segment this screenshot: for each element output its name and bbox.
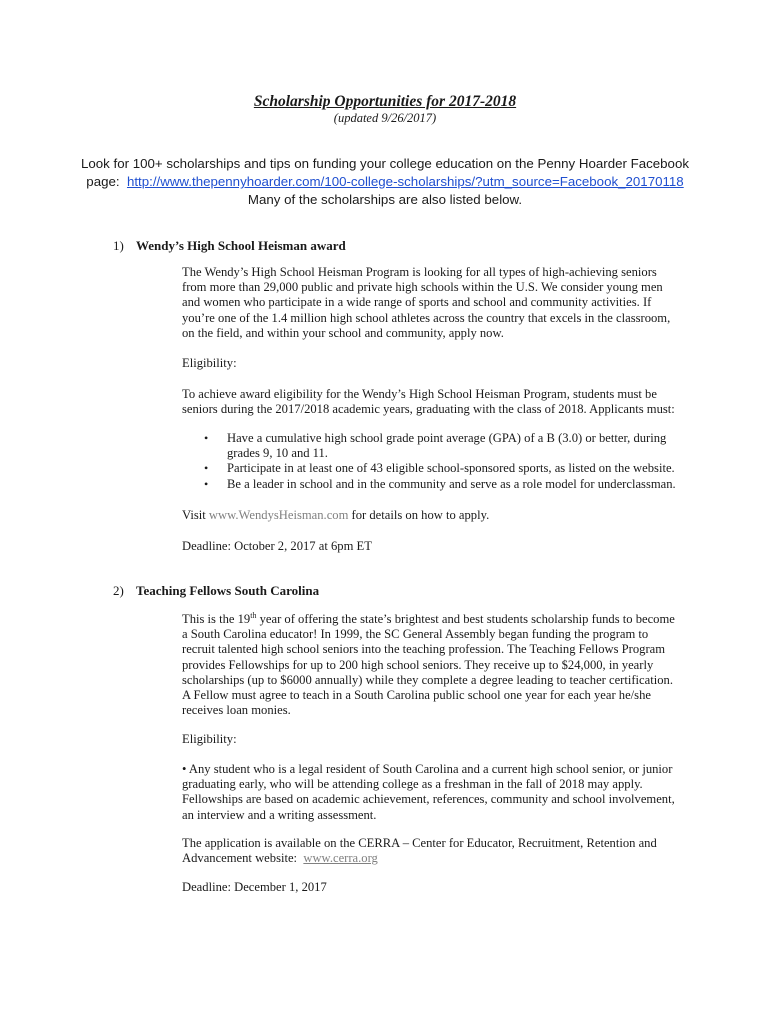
visit-prefix: Visit bbox=[182, 508, 206, 522]
text-fragment: This is the 19 bbox=[182, 612, 251, 626]
text-line: graduating early, who will be attending college as a freshman in the fall of 2018 may apply. bbox=[182, 777, 643, 792]
updated-date: (updated 9/26/2017) bbox=[333, 111, 437, 125]
text-line: you’re one of the 1.4 million high school athletes across the country that excels in the classroom, bbox=[182, 310, 671, 325]
text-line: grades 9, 10 and 11. bbox=[227, 446, 328, 461]
text-line: scholarships (up to $6000 annually) while they complete a degree leading to teacher certification. bbox=[182, 672, 673, 687]
text-line bbox=[182, 851, 682, 866]
deadline: Deadline: October 2, 2017 at 6pm ET bbox=[182, 539, 372, 553]
text-line: recruit talented high school seniors into the teaching profession. The Teaching Fellows Program bbox=[182, 642, 666, 657]
text-line: Be a leader in school and in the community and serve as a role model for underclassman. bbox=[227, 476, 676, 491]
text-fragment: year of offering the state’s brightest and best students scholarship funds to become bbox=[256, 612, 675, 626]
intro-paragraph bbox=[60, 155, 710, 209]
section-number: 2) bbox=[113, 583, 124, 598]
intro-page-prefix: page: bbox=[86, 174, 120, 189]
text-line: The Wendy’s High School Heisman Program is looking for all types of high-achieving seniors bbox=[182, 265, 657, 279]
list-item bbox=[182, 461, 682, 476]
text-line bbox=[182, 612, 682, 627]
text-line: To achieve award eligibility for the Wendy’s High School Heisman Program, students must be bbox=[182, 387, 657, 401]
text-line: • Any student who is a legal resident of South Carolina and a current high school senior, or junior bbox=[182, 762, 673, 776]
section-description bbox=[182, 612, 682, 718]
superscript: th bbox=[250, 610, 257, 620]
eligibility-label: Eligibility: bbox=[182, 356, 237, 370]
text-line: The application is available on the CERRA – Center for Educator, Recruitment, Retention and bbox=[182, 836, 657, 850]
intro-url-line bbox=[60, 173, 710, 191]
eligibility-requirements bbox=[182, 387, 682, 417]
text-line: Have a cumulative high school grade point average (GPA) of a B (3.0) or better, during bbox=[227, 431, 667, 445]
text-line: on the field, and within your school and community, apply now. bbox=[182, 325, 504, 340]
text-line: Participate in at least one of 43 eligible school-sponsored sports, as listed on the website. bbox=[227, 461, 675, 476]
intro-line: Look for 100+ scholarships and tips on funding your college education on the Penny Hoarder Facebook bbox=[81, 156, 689, 171]
eligibility-requirements bbox=[182, 762, 682, 823]
section-description bbox=[182, 265, 682, 341]
section-heading: Teaching Fellows South Carolina bbox=[136, 583, 320, 598]
list-item bbox=[182, 431, 682, 461]
visit-suffix: for details on how to apply. bbox=[351, 508, 490, 522]
deadline: Deadline: December 1, 2017 bbox=[182, 880, 327, 894]
text-line: provides Fellowships for up to 200 high school seniors. They receive up to $24,000, in yearly bbox=[182, 657, 654, 672]
eligibility-label: Eligibility: bbox=[182, 732, 237, 746]
penny-hoarder-link[interactable]: http://www.thepennyhoarder.com/100-college-scholarships/?utm_source=Facebook_20170118 bbox=[126, 174, 684, 189]
text-line: and women who participate in a wide range of sports and school and community activities. If bbox=[182, 295, 652, 310]
application-info bbox=[182, 836, 682, 866]
requirements-list bbox=[182, 431, 682, 492]
text-line: A Fellow must agree to teach in a South Carolina public school one year for each year he/she bbox=[182, 688, 651, 703]
app-prefix: Advancement website: bbox=[182, 851, 298, 866]
visit-line bbox=[182, 508, 682, 523]
cerra-link[interactable]: www.cerra.org bbox=[303, 851, 378, 866]
text-line: receives loan monies. bbox=[182, 703, 291, 718]
text-line: an interview and a writing assessment. bbox=[182, 807, 377, 822]
document-title: Scholarship Opportunities for 2017-2018 bbox=[253, 93, 517, 110]
section-number: 1) bbox=[113, 238, 124, 253]
text-line: a South Carolina educator! In 1999, the SC General Assembly began funding the program to bbox=[182, 627, 649, 642]
wendys-heisman-link[interactable]: www.WendysHeisman.com bbox=[208, 508, 349, 522]
bullet-icon: • bbox=[204, 461, 209, 476]
text-line: seniors during the 2017/2018 academic years, graduating with the class of 2018. Applicants must: bbox=[182, 402, 675, 417]
text-line: Fellowships are based on academic achievement, references, community and school involvement, bbox=[182, 792, 675, 807]
bullet-icon: • bbox=[204, 476, 209, 491]
bullet-icon: • bbox=[204, 431, 209, 445]
text-line: from more than 29,000 public and private high schools within the U.S. We consider young men bbox=[182, 280, 663, 295]
section-heading: Wendy’s High School Heisman award bbox=[136, 238, 346, 253]
list-item bbox=[182, 477, 682, 492]
intro-line: Many of the scholarships are also listed below. bbox=[247, 192, 523, 207]
